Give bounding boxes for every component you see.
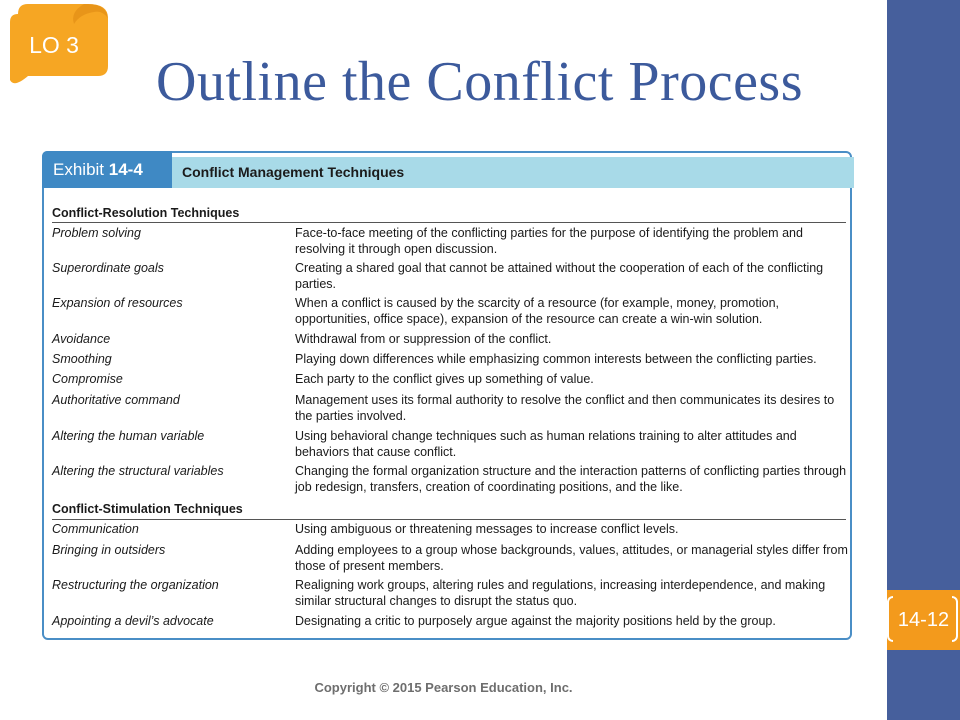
section-divider [52,222,846,223]
copyright-notice: Copyright © 2015 Pearson Education, Inc. [314,680,573,695]
section-heading-stimulation: Conflict-Stimulation Techniques [52,502,243,516]
technique-name: Expansion of resources [52,296,183,310]
page-title: Outline the Conflict Process [156,51,804,113]
badge-left-bracket [887,596,893,642]
technique-name: Compromise [52,372,123,386]
technique-name: Appointing a devil’s advocate [52,614,214,628]
technique-description: Designating a critic to purposely argue against the majority positions held by the group. [295,614,776,628]
technique-name: Superordinate goals [52,261,164,275]
technique-description: Using ambiguous or threatening messages to increase conflict levels. [295,522,679,536]
technique-name: Avoidance [52,332,111,346]
lo-tag [10,4,108,88]
technique-description: Playing down differences while emphasizing common interests between the conflicting parties. [295,352,817,366]
page-number-badge: 14-12 [887,590,960,650]
technique-description: Using behavioral change techniques such as human relations training to alter attitudes and behaviors that cause conflict. [295,429,797,459]
technique-description: Realigning work groups, altering rules and regulations, increasing interdependence, and making similar structural changes to disrupt the status quo. [295,578,826,608]
badge-right-bracket [952,596,958,642]
technique-description: Adding employees to a group whose backgrounds, values, attitudes, or managerial styles differ from those of present members. [295,543,848,573]
exhibit-table [42,151,852,640]
technique-description: Management uses its formal authority to resolve the conflict and then communicates its desires to the parties involved. [295,393,835,423]
exhibit-header [42,151,854,188]
technique-name: Authoritative command [52,393,180,407]
technique-description: Face-to-face meeting of the conflicting parties for the purpose of identifying the problem and resolving it through open discussion. [295,226,803,256]
technique-name: Altering the human variable [52,429,205,443]
section-heading-resolution: Conflict-Resolution Techniques [52,206,240,220]
technique-description: When a conflict is caused by the scarcity of a resource (for example, money, promotion, opportunities, office space), expansion of the resource can create a win-win solution. [295,296,780,326]
exhibit-caption: Conflict Management Techniques [172,157,854,188]
technique-name: Restructuring the organization [52,578,219,592]
technique-description: Creating a shared goal that cannot be attained without the cooperation of each of the conflicting parties. [295,261,824,291]
technique-name: Communication [52,522,139,536]
technique-name: Problem solving [52,226,141,240]
technique-description: Each party to the conflict gives up something of value. [295,372,594,386]
technique-name: Bringing in outsiders [52,543,166,557]
section-divider [52,519,846,520]
technique-name: Smoothing [52,352,112,366]
exhibit-label-prefix: Exhibit [53,160,109,179]
lo-label: LO 3 [29,32,79,58]
technique-description: Withdrawal from or suppression of the conflict. [295,332,552,346]
exhibit-number-tab [42,151,172,188]
technique-description: Changing the formal organization structure and the interaction patterns of conflicting parties through job redesign, transfers, creation of coordinating positions, and the like. [295,464,847,494]
technique-name: Altering the structural variables [52,464,224,478]
exhibit-number: 14-4 [108,160,143,179]
